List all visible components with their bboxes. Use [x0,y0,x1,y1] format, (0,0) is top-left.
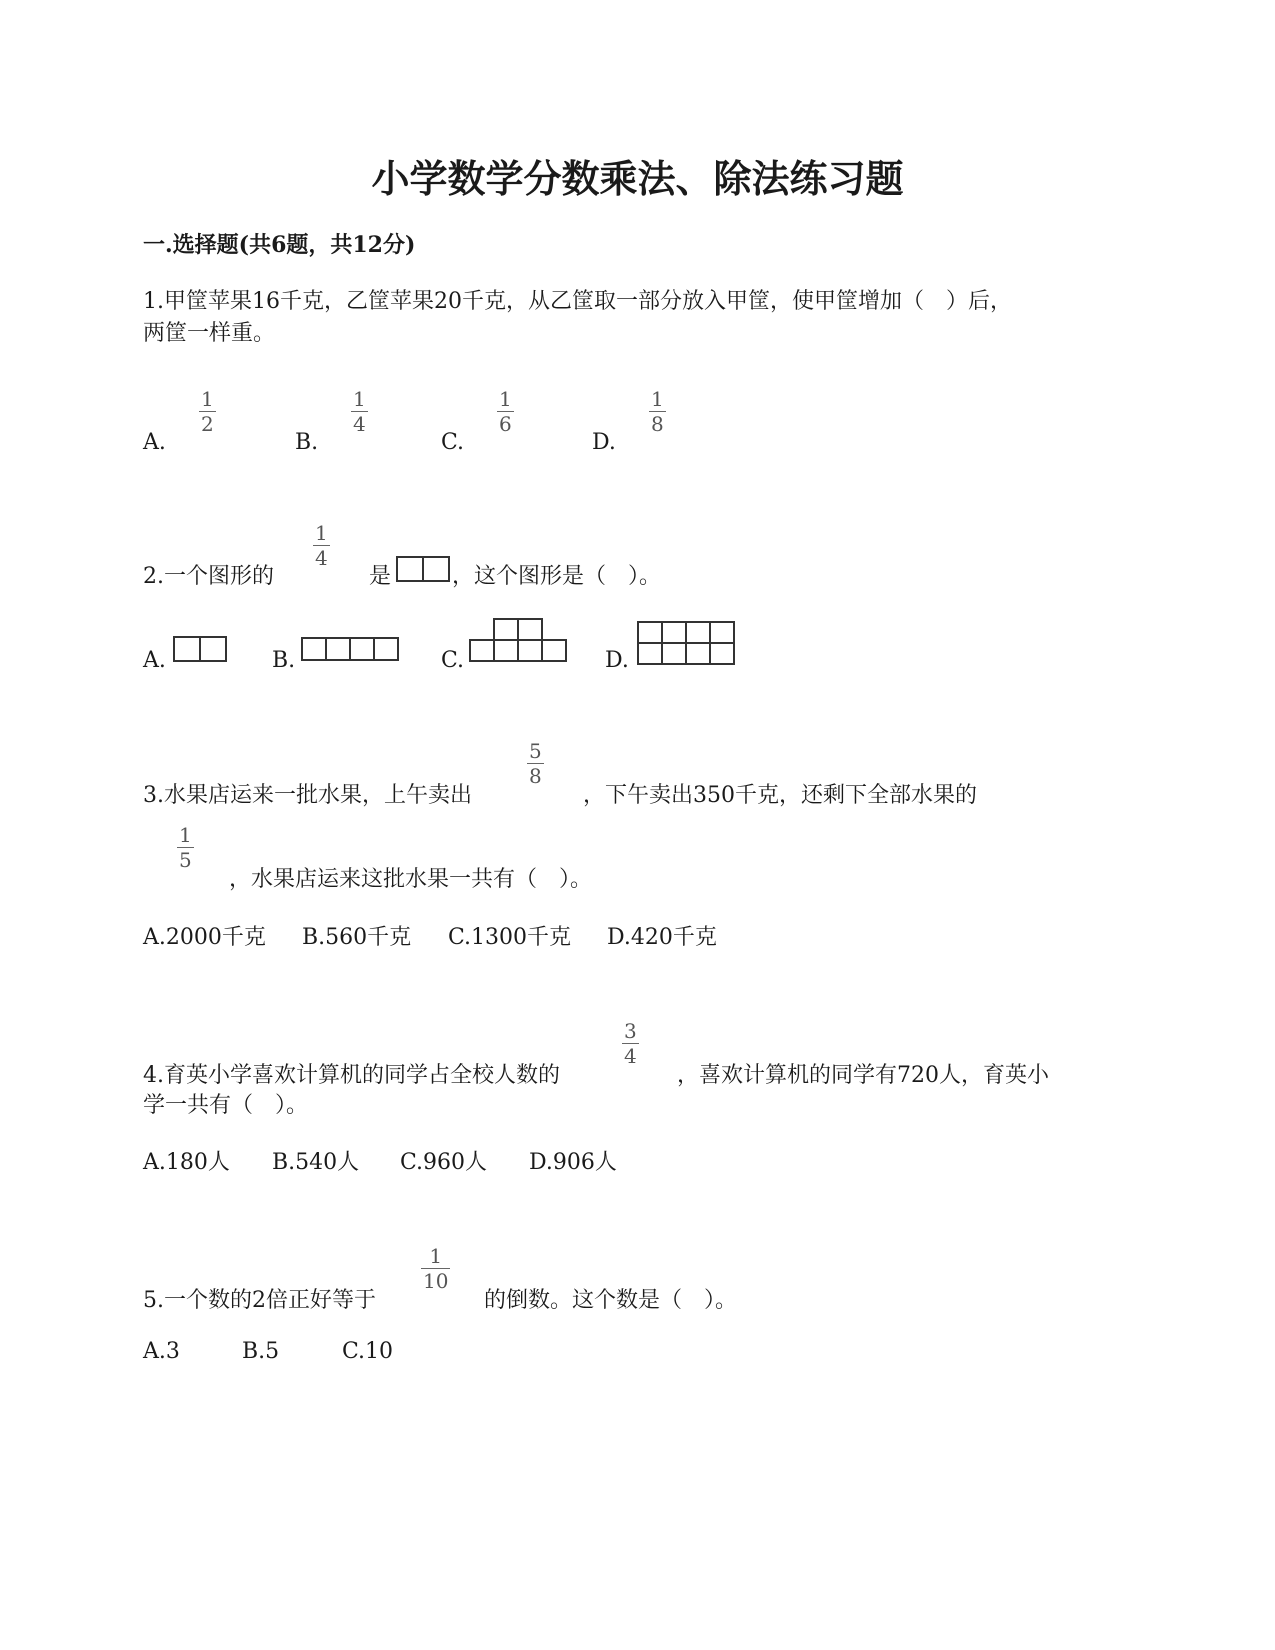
q1-option-d-fraction [649,388,666,435]
q5-option-c: C.10 [342,1339,394,1364]
q2-option-d-shape [637,621,735,665]
q4-option-c: C.960人 [400,1150,488,1175]
q1-option-b-label: B. [295,430,319,455]
fraction-numerator: 1 [179,823,192,847]
q2-option-b-label: B. [272,648,296,673]
q1-option-a-label: A. [143,430,166,455]
q3-option-a: A.2000千克 [143,925,266,950]
q5-option-b: B.5 [242,1339,280,1364]
q2-fraction [313,522,330,569]
q1-option-b-fraction [351,388,368,435]
q4-option-d: D.906人 [529,1150,617,1175]
q2-option-c-shape [469,618,567,662]
q5-fraction [421,1245,450,1292]
q4-option-a: A.180人 [143,1150,230,1175]
fraction-numerator: 5 [529,739,542,763]
q3-option-d: D.420千克 [607,925,717,950]
q3-fraction-2 [177,824,194,871]
q1-option-a-fraction [199,388,216,435]
question-1-line-2: 两筐一样重。 [143,321,276,346]
question-5-prefix: 5.一个数的2倍正好等于 [143,1288,376,1313]
question-3-prefix: 3.水果店运来一批水果，上午卖出 [143,783,472,808]
question-3-middle: ，下午卖出350千克，还剩下全部水果的 [583,783,977,808]
q2-option-b-shape [301,637,399,661]
fraction-denominator: 2 [201,412,214,436]
fraction-denominator: 4 [353,412,366,436]
fraction-numerator: 3 [624,1019,637,1043]
fraction-denominator: 6 [499,412,512,436]
question-2-prefix: 2.一个图形的 [143,564,274,589]
q2-option-a-shape [173,636,227,662]
q4-option-b: B.540人 [272,1150,360,1175]
q2-option-a-label: A. [143,648,166,673]
q1-option-c-fraction [497,388,514,435]
question-2-suffix: ，这个图形是（ ）。 [452,564,662,589]
question-5-suffix: 的倒数。这个数是（ ）。 [484,1288,738,1313]
q4-fraction [622,1020,639,1067]
q3-fraction-1 [527,740,544,787]
fraction-numerator: 1 [499,387,512,411]
question-1-line-1: 1.甲筐苹果16千克，乙筐苹果20千克，从乙筐取一部分放入甲筐，使甲筐增加（ ）后， [143,289,1012,314]
fraction-denominator: 8 [529,764,542,788]
question-3-suffix: ，水果店运来这批水果一共有（ ）。 [229,867,593,892]
question-4-prefix: 4.育英小学喜欢计算机的同学占全校人数的 [143,1063,560,1088]
q2-given-shape-two-squares [396,556,450,582]
section-heading: 一.选择题(共6题，共12分) [143,232,416,258]
fraction-denominator: 4 [315,546,328,570]
question-4-suffix: ，喜欢计算机的同学有720人，育英小 [677,1063,1049,1088]
q3-option-b: B.560千克 [302,925,412,950]
q3-option-c: C.1300千克 [448,925,572,950]
q1-option-d-label: D. [592,430,616,455]
q2-option-d-label: D. [605,648,629,673]
q2-option-c-label: C. [441,648,465,673]
question-4-line-2: 学一共有（ ）。 [143,1093,309,1118]
fraction-numerator: 1 [429,1244,443,1268]
question-2-middle: 是 [369,564,392,589]
fraction-denominator: 8 [651,412,664,436]
fraction-denominator: 5 [179,848,192,872]
fraction-numerator: 1 [201,387,214,411]
fraction-numerator: 1 [315,521,328,545]
q5-option-a: A.3 [143,1339,180,1364]
fraction-denominator: 10 [423,1269,449,1293]
fraction-denominator: 4 [624,1044,637,1068]
page-title: 小学数学分数乘法、除法练习题 [371,156,904,201]
fraction-numerator: 1 [651,387,664,411]
q1-option-c-label: C. [441,430,465,455]
fraction-numerator: 1 [353,387,366,411]
